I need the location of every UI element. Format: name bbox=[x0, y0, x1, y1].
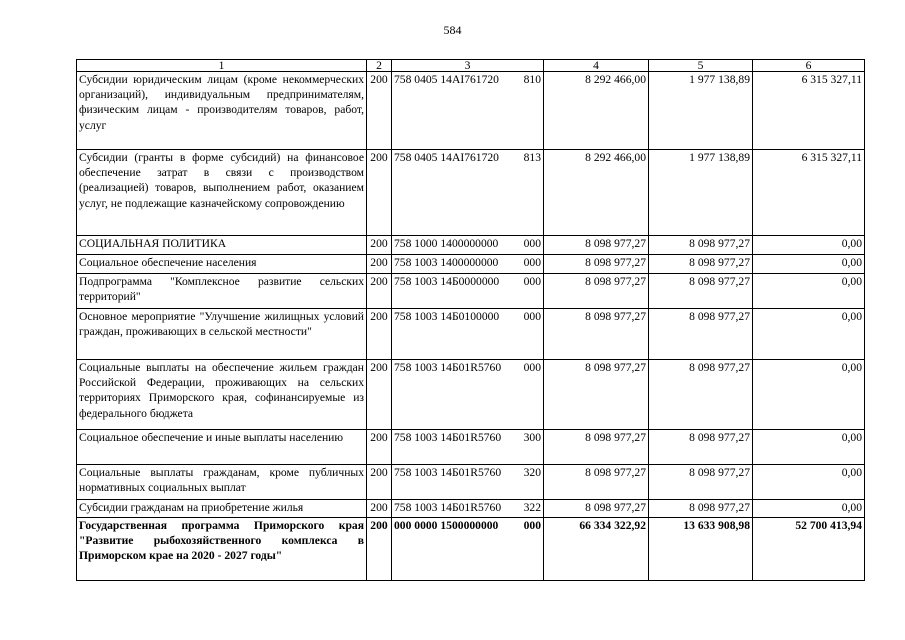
header-cell: 4 bbox=[544, 60, 649, 72]
row-vr: 000 bbox=[523, 237, 541, 250]
row-col5: 1 977 138,89 bbox=[649, 150, 753, 236]
row-col6: 6 315 327,11 bbox=[753, 72, 865, 150]
row-code: 758 1003 14Б0000000 bbox=[394, 275, 500, 288]
row-code-cell bbox=[392, 309, 544, 360]
row-col4: 8 098 977,27 bbox=[544, 430, 649, 465]
row-chapter: 200 bbox=[367, 72, 392, 150]
row-col5: 8 098 977,27 bbox=[649, 500, 753, 518]
header-cell: 3 bbox=[392, 60, 544, 72]
row-name: Субсидии гражданам на приобретение жилья bbox=[77, 500, 367, 518]
header-cell: 1 bbox=[77, 60, 367, 72]
row-chapter: 200 bbox=[367, 309, 392, 360]
row-code-cell bbox=[392, 150, 544, 236]
row-col4: 8 098 977,27 bbox=[544, 255, 649, 274]
table-row bbox=[77, 255, 865, 274]
row-col4: 8 098 977,27 bbox=[544, 360, 649, 430]
budget-table bbox=[76, 59, 865, 581]
row-name: Социальное обеспечение населения bbox=[77, 255, 367, 274]
row-name: Социальные выплаты гражданам, кроме публичных нормативных социальных выплат bbox=[77, 465, 367, 500]
table-header-row bbox=[77, 60, 865, 72]
row-col6: 6 315 327,11 bbox=[753, 150, 865, 236]
row-col6: 52 700 413,94 bbox=[753, 518, 865, 581]
page-number: 584 bbox=[443, 23, 462, 37]
row-col4: 8 098 977,27 bbox=[544, 274, 649, 309]
row-name: Субсидии (гранты в форме субсидий) на финансовое обеспечение затрат в связи с производством (реализацией) товаров, выполнением работ, оказанием услуг, не подлежащие казначейскому сопровождению bbox=[77, 150, 367, 236]
row-col6: 0,00 bbox=[753, 465, 865, 500]
row-col6: 0,00 bbox=[753, 360, 865, 430]
row-vr: 810 bbox=[523, 73, 541, 86]
row-col6: 0,00 bbox=[753, 430, 865, 465]
row-code-cell bbox=[392, 360, 544, 430]
row-chapter: 200 bbox=[367, 500, 392, 518]
row-col6: 0,00 bbox=[753, 236, 865, 255]
row-code-cell bbox=[392, 465, 544, 500]
row-col5: 1 977 138,89 bbox=[649, 72, 753, 150]
row-col5: 8 098 977,27 bbox=[649, 255, 753, 274]
row-col5: 8 098 977,27 bbox=[649, 430, 753, 465]
table-row-total bbox=[77, 518, 865, 581]
row-chapter: 200 bbox=[367, 518, 392, 581]
row-vr: 813 bbox=[523, 151, 541, 164]
row-code: 758 1003 1400000000 bbox=[394, 256, 499, 269]
table-row bbox=[77, 500, 865, 518]
row-col4: 8 098 977,27 bbox=[544, 465, 649, 500]
row-name: Основное мероприятие "Улучшение жилищных условий граждан, проживающих в сельской местности" bbox=[77, 309, 367, 360]
row-chapter: 200 bbox=[367, 430, 392, 465]
row-col6: 0,00 bbox=[753, 274, 865, 309]
row-name: Государственная программа Приморского края "Развитие рыбохозяйственного комплекса в Приморском крае на 2020 - 2027 годы" bbox=[77, 518, 367, 581]
row-code: 758 1003 14Б01R5760 bbox=[394, 361, 502, 374]
row-code: 758 1000 1400000000 bbox=[394, 237, 499, 250]
row-name: Социальное обеспечение и иные выплаты населению bbox=[77, 430, 367, 465]
row-code: 758 1003 14Б0100000 bbox=[394, 310, 500, 323]
row-code-cell bbox=[392, 518, 544, 581]
header-cell: 2 bbox=[367, 60, 392, 72]
row-vr: 000 bbox=[523, 275, 541, 288]
row-code-cell bbox=[392, 255, 544, 274]
row-col5: 8 098 977,27 bbox=[649, 274, 753, 309]
row-code: 758 1003 14Б01R5760 bbox=[394, 501, 502, 514]
row-vr: 322 bbox=[523, 501, 541, 514]
header-cell: 5 bbox=[649, 60, 753, 72]
row-col6: 0,00 bbox=[753, 500, 865, 518]
row-vr: 000 bbox=[523, 256, 541, 269]
row-vr: 320 bbox=[523, 466, 541, 479]
row-name: СОЦИАЛЬНАЯ ПОЛИТИКА bbox=[77, 236, 367, 255]
row-col5: 13 633 908,98 bbox=[649, 518, 753, 581]
row-col4: 8 292 466,00 bbox=[544, 72, 649, 150]
row-code: 758 0405 14AI761720 bbox=[394, 73, 499, 86]
row-chapter: 200 bbox=[367, 274, 392, 309]
row-col4: 66 334 322,92 bbox=[544, 518, 649, 581]
row-chapter: 200 bbox=[367, 360, 392, 430]
table-row bbox=[77, 236, 865, 255]
row-code-cell bbox=[392, 236, 544, 255]
row-chapter: 200 bbox=[367, 236, 392, 255]
table-row bbox=[77, 430, 865, 465]
table-row bbox=[77, 360, 865, 430]
row-vr: 000 bbox=[523, 310, 541, 323]
row-code-cell bbox=[392, 430, 544, 465]
row-chapter: 200 bbox=[367, 255, 392, 274]
table-row bbox=[77, 274, 865, 309]
row-chapter: 200 bbox=[367, 150, 392, 236]
row-col4: 8 292 466,00 bbox=[544, 150, 649, 236]
table-row bbox=[77, 150, 865, 236]
row-col5: 8 098 977,27 bbox=[649, 360, 753, 430]
row-code: 758 1003 14Б01R5760 bbox=[394, 466, 502, 479]
row-col5: 8 098 977,27 bbox=[649, 236, 753, 255]
row-col6: 0,00 bbox=[753, 309, 865, 360]
row-name: Социальные выплаты на обеспечение жильем граждан Российской Федерации, проживающих на сельских территориях Приморского края, софинансируемые из федерального бюджета bbox=[77, 360, 367, 430]
row-col5: 8 098 977,27 bbox=[649, 309, 753, 360]
row-code: 758 0405 14AI761720 bbox=[394, 151, 499, 164]
row-col4: 8 098 977,27 bbox=[544, 309, 649, 360]
table-row bbox=[77, 309, 865, 360]
row-col6: 0,00 bbox=[753, 255, 865, 274]
row-vr: 000 bbox=[523, 519, 541, 532]
row-chapter: 200 bbox=[367, 465, 392, 500]
row-vr: 000 bbox=[523, 361, 541, 374]
row-col4: 8 098 977,27 bbox=[544, 500, 649, 518]
row-col4: 8 098 977,27 bbox=[544, 236, 649, 255]
row-code-cell bbox=[392, 274, 544, 309]
header-cell: 6 bbox=[753, 60, 865, 72]
row-code-cell bbox=[392, 72, 544, 150]
table-row bbox=[77, 465, 865, 500]
row-vr: 300 bbox=[523, 431, 541, 444]
row-code: 758 1003 14Б01R5760 bbox=[394, 431, 502, 444]
row-col5: 8 098 977,27 bbox=[649, 465, 753, 500]
row-name: Подпрограмма "Комплексное развитие сельских территорий" bbox=[77, 274, 367, 309]
row-code: 000 0000 1500000000 bbox=[394, 519, 499, 532]
row-name: Субсидии юридическим лицам (кроме некоммерческих организаций), индивидуальным предпринимателям, физическим лицам - производителям товаров, работ, услуг bbox=[77, 72, 367, 150]
row-code-cell bbox=[392, 500, 544, 518]
table-row bbox=[77, 72, 865, 150]
